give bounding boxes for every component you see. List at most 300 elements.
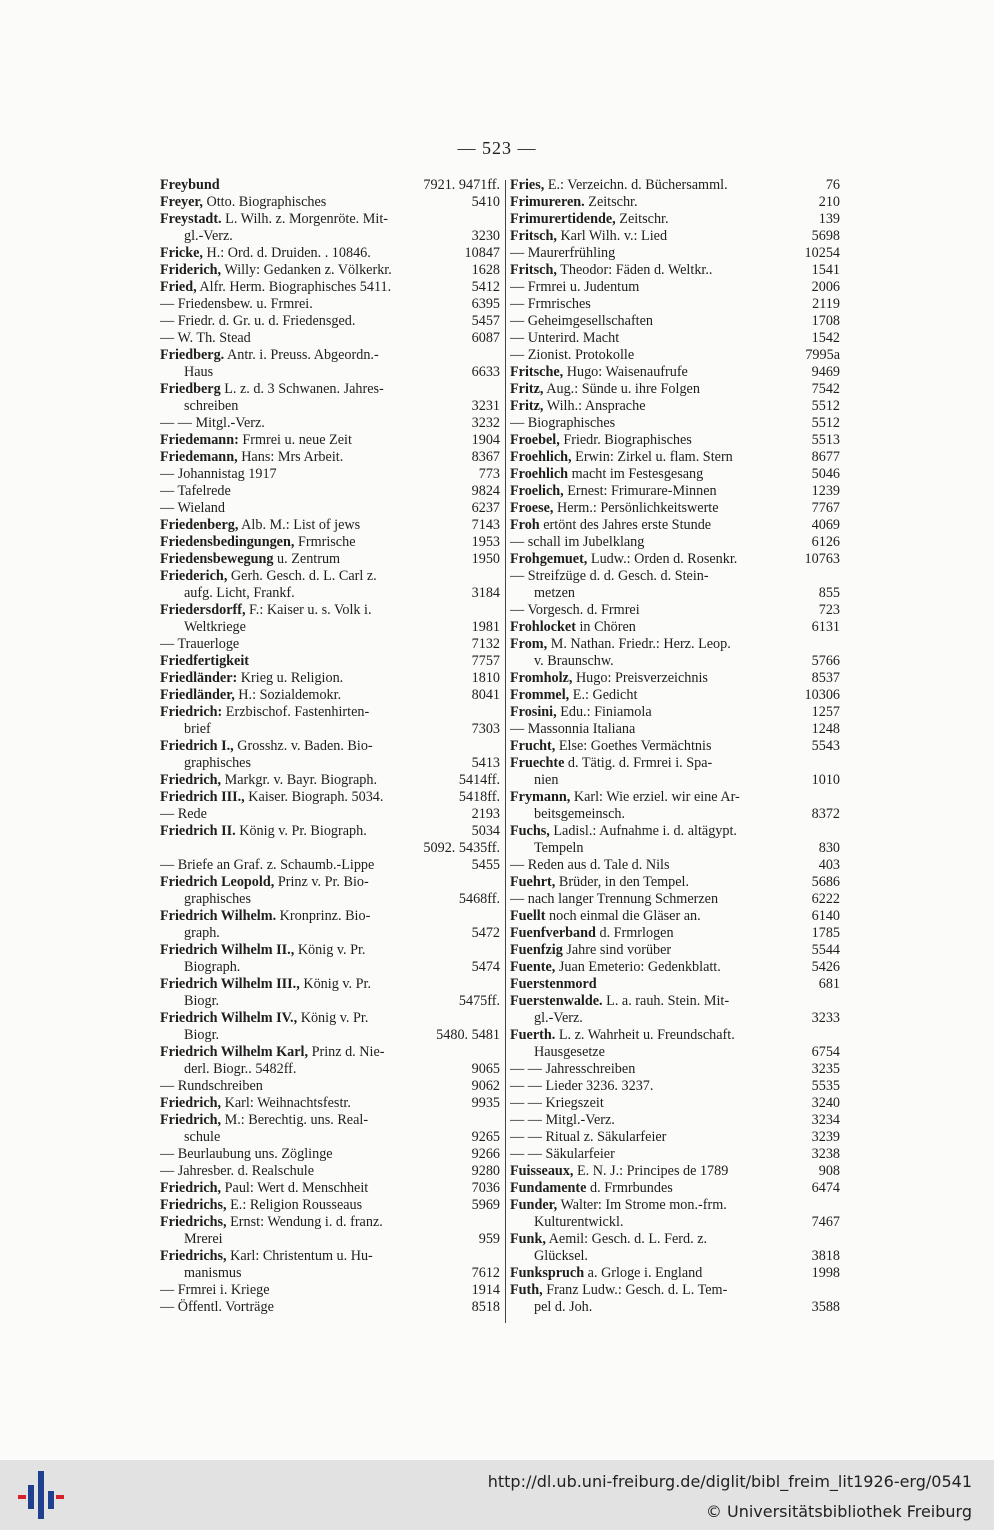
entry-title: — Jahresber. d. Realschule — [160, 1163, 315, 1179]
index-entry — [160, 245, 500, 262]
entry-title: Ernst: Wendung i. d. franz. — [226, 1214, 383, 1230]
entry-heading: Fritz, — [510, 381, 544, 397]
index-entry — [160, 1044, 500, 1061]
entry-text — [510, 364, 688, 381]
entry-heading: Fromholz, — [510, 670, 573, 686]
entry-number: 5457 — [469, 313, 500, 330]
entry-number: 76 — [823, 177, 840, 194]
entry-title: Walter: Im Strome mon.-frm. — [557, 1197, 727, 1213]
entry-title: Hugo: Preisverzeichnis — [572, 670, 708, 686]
entry-text — [184, 619, 246, 636]
entry-heading: Froese, — [510, 500, 554, 516]
entry-heading: Fundamente — [510, 1180, 587, 1196]
entry-title: — Beurlaubung uns. Zöglinge — [160, 1146, 333, 1162]
entry-text — [534, 1214, 623, 1231]
entry-title: graphisches — [184, 891, 251, 907]
index-entry — [510, 432, 840, 449]
entry-title: Frmrische — [294, 534, 356, 550]
entry-text — [160, 1197, 362, 1214]
entry-number: 7467 — [809, 1214, 840, 1231]
entry-title: — Vorgesch. d. Frmrei — [510, 602, 640, 618]
entry-title: Haus — [184, 364, 214, 380]
index-entry — [510, 1248, 840, 1265]
entry-number: 7757 — [469, 653, 500, 670]
entry-number: 5413 — [469, 755, 500, 772]
index-entry — [160, 1197, 500, 1214]
entry-title: — — Ritual z. Säkularfeier — [510, 1129, 667, 1145]
entry-title: — Friedr. d. Gr. u. d. Friedensged. — [160, 313, 356, 329]
entry-number: 723 — [816, 602, 840, 619]
index-entry — [510, 772, 840, 789]
entry-title: — nach langer Trennung Schmerzen — [510, 891, 719, 907]
entry-text — [160, 279, 391, 296]
entry-heading: Friedensbedingungen, — [160, 534, 295, 550]
index-entry — [160, 449, 500, 466]
entry-heading: Fuente, — [510, 959, 556, 975]
index-entry — [510, 500, 840, 517]
index-entry — [510, 1112, 840, 1129]
index-entry — [160, 330, 500, 347]
entry-number: 5455 — [469, 857, 500, 874]
entry-title: — Frmrisches — [510, 296, 591, 312]
entry-title: Prinz v. Pr. Bio- — [274, 874, 369, 890]
entry-text — [510, 211, 669, 228]
entry-number: 7921. 9471ff. — [420, 177, 500, 194]
index-entry — [510, 840, 840, 857]
index-entry — [160, 1163, 500, 1180]
entry-text — [510, 670, 708, 687]
entry-title: — — Jahresschreiben — [510, 1061, 636, 1077]
entry-number: 681 — [816, 976, 840, 993]
entry-text — [160, 738, 373, 755]
index-entry — [510, 262, 840, 279]
entry-title: Aemil: Gesch. d. L. Ferd. z. — [545, 1231, 708, 1247]
entry-number: 6633 — [469, 364, 500, 381]
entry-text — [510, 1197, 727, 1214]
index-entry — [160, 1010, 500, 1027]
entry-title: Willy: Gedanken z. Völkerkr. — [221, 262, 392, 278]
index-entry — [160, 364, 500, 381]
index-entry — [160, 466, 500, 483]
entry-title: Karl: Weihnachtsfestr. — [221, 1095, 351, 1111]
entry-number: 5969 — [469, 1197, 500, 1214]
entry-title: Frmrei u. neue Zeit — [238, 432, 352, 448]
index-entry — [160, 1282, 500, 1299]
entry-text — [160, 874, 369, 891]
index-entry — [510, 1163, 840, 1180]
entry-title: Ernest: Frimurare-Minnen — [563, 483, 717, 499]
copyright-notice: © Universitätsbibliothek Freiburg — [705, 1502, 972, 1521]
entry-title: Aug.: Sünde u. ihre Folgen — [543, 381, 700, 397]
index-entry — [510, 211, 840, 228]
index-entry — [160, 908, 500, 925]
entry-number: 7132 — [469, 636, 500, 653]
entry-text — [160, 1299, 274, 1316]
entry-title: Brüder, in den Tempel. — [555, 874, 690, 890]
index-entry — [510, 823, 840, 840]
index-entry — [160, 1265, 500, 1282]
index-entry — [510, 857, 840, 874]
entry-text — [510, 1027, 735, 1044]
entry-text — [160, 976, 371, 993]
index-entry — [510, 177, 840, 194]
entry-text — [160, 262, 392, 279]
entry-text — [160, 1146, 333, 1163]
entry-number: 1953 — [469, 534, 500, 551]
entry-text — [510, 568, 709, 585]
entry-title: brief — [184, 721, 211, 737]
entry-title: Biogr. — [184, 1027, 220, 1043]
entry-heading: Friedrich, — [160, 1112, 222, 1128]
entry-text — [160, 772, 377, 789]
entry-heading: Funk, — [510, 1231, 546, 1247]
entry-text — [510, 755, 712, 772]
entry-title: Zeitschr. — [615, 211, 669, 227]
entry-text — [510, 466, 703, 483]
index-entry — [510, 874, 840, 891]
index-entry — [160, 381, 500, 398]
entry-heading: Freybund — [160, 177, 220, 193]
entry-text — [160, 1095, 351, 1112]
entry-number: 8041 — [469, 687, 500, 704]
entry-heading: Friedländer, — [160, 687, 235, 703]
entry-title: — W. Th. Stead — [160, 330, 251, 346]
source-url-link[interactable]: http://dl.ub.uni-freiburg.de/diglit/bibl_freim_lit1926-erg/0541 — [487, 1472, 972, 1491]
entry-text — [160, 415, 265, 432]
index-entry — [510, 1146, 840, 1163]
entry-number: 8537 — [809, 670, 840, 687]
entry-text — [160, 1163, 314, 1180]
entry-number: 3230 — [469, 228, 500, 245]
entry-text — [534, 585, 575, 602]
entry-text — [160, 653, 249, 670]
entry-heading: Froehlich — [510, 466, 569, 482]
entry-title: E.: Verzeichn. d. Büchersamml. — [544, 177, 728, 193]
entry-number: 5474 — [469, 959, 500, 976]
entry-text — [510, 1231, 707, 1248]
entry-title: Gerh. Gesch. d. L. Carl z. — [227, 568, 377, 584]
entry-text — [510, 228, 667, 245]
entry-heading: Friedrich I., — [160, 738, 234, 754]
entry-text — [160, 568, 377, 585]
entry-title: Kulturentwickl. — [534, 1214, 624, 1230]
entry-number: 10254 — [802, 245, 840, 262]
entry-number: 1904 — [469, 432, 500, 449]
entry-title: — Zionist. Protokolle — [510, 347, 635, 363]
entry-text — [510, 347, 634, 364]
entry-title: nien — [534, 772, 559, 788]
entry-text — [160, 1214, 383, 1231]
entry-text — [160, 1010, 368, 1027]
entry-number: 3238 — [809, 1146, 840, 1163]
entry-heading: Friedenberg, — [160, 517, 239, 533]
index-entry — [160, 823, 500, 840]
index-entry — [160, 704, 500, 721]
entry-title: Tempeln — [534, 840, 584, 856]
entry-number: 3818 — [809, 1248, 840, 1265]
entry-number: 1708 — [809, 313, 840, 330]
entry-text — [534, 1299, 592, 1316]
entry-heading: Frohgemuet, — [510, 551, 588, 567]
entry-heading: Friedrich II. — [160, 823, 236, 839]
entry-number: 3184 — [469, 585, 500, 602]
entry-text — [510, 483, 717, 500]
index-entry — [160, 1027, 500, 1044]
entry-text — [184, 1027, 219, 1044]
entry-text — [160, 432, 352, 449]
index-entry — [160, 228, 500, 245]
entry-title: d. Tätig. d. Frmrei i. Spa- — [564, 755, 713, 771]
index-entry — [160, 1146, 500, 1163]
entry-text — [184, 398, 238, 415]
index-entry — [510, 721, 840, 738]
entry-title: Prinz d. Nie- — [308, 1044, 385, 1060]
entry-title: Erzbischof. Fastenhirten- — [222, 704, 370, 720]
entry-text — [160, 602, 372, 619]
entry-title: Ladisl.: Aufnahme i. d. altägypt. — [549, 823, 737, 839]
entry-text — [510, 1146, 615, 1163]
entry-text — [510, 330, 619, 347]
index-entry — [160, 976, 500, 993]
entry-title: noch einmal die Gläser an. — [545, 908, 701, 924]
entry-text — [510, 177, 728, 194]
entry-text — [160, 449, 343, 466]
entry-number: 7036 — [469, 1180, 500, 1197]
index-entry — [160, 211, 500, 228]
entry-text — [510, 704, 652, 721]
entry-title: E. N. J.: Principes de 1789 — [573, 1163, 729, 1179]
entry-title: — Rede — [160, 806, 207, 822]
entry-number: 1998 — [809, 1265, 840, 1282]
entry-text — [534, 1248, 588, 1265]
entry-number: 855 — [816, 585, 840, 602]
entry-number: 1248 — [809, 721, 840, 738]
entry-number: 5046 — [809, 466, 840, 483]
entry-title: gl.-Verz. — [184, 228, 233, 244]
entry-text — [160, 908, 370, 925]
entry-text — [534, 653, 614, 670]
entry-text — [160, 551, 340, 568]
entry-title: Paul: Wert d. Menschheit — [221, 1180, 369, 1196]
index-entry — [510, 1078, 840, 1095]
entry-text — [510, 500, 719, 517]
entry-number: 9265 — [469, 1129, 500, 1146]
entry-title: König v. Pr. Biograph. — [235, 823, 367, 839]
index-entry — [510, 517, 840, 534]
entry-title: König v. Pr. — [297, 1010, 369, 1026]
entry-heading: Friedfertigkeit — [160, 653, 250, 669]
entry-text — [184, 721, 211, 738]
entry-number: 6126 — [809, 534, 840, 551]
entry-title: — Trauerloge — [160, 636, 240, 652]
index-entry — [160, 1248, 500, 1265]
index-entry — [510, 1197, 840, 1214]
entry-heading: Frommel, — [510, 687, 570, 703]
entry-number: 9062 — [469, 1078, 500, 1095]
entry-heading: Friedrich, — [160, 1095, 222, 1111]
entry-heading: Freystadt. — [160, 211, 222, 227]
entry-number: 959 — [476, 1231, 500, 1248]
entry-heading: Friedrich III., — [160, 789, 245, 805]
entry-text — [184, 1061, 296, 1078]
index-entry — [160, 653, 500, 670]
entry-text — [510, 551, 737, 568]
index-column-left — [160, 177, 500, 1316]
entry-text — [510, 398, 646, 415]
entry-text — [160, 1282, 270, 1299]
index-entry — [160, 1129, 500, 1146]
index-entry — [160, 925, 500, 942]
index-entry — [510, 245, 840, 262]
entry-text — [510, 857, 670, 874]
entry-number: 5472 — [469, 925, 500, 942]
index-entry — [510, 1061, 840, 1078]
entry-title: Hugo: Waisenaufrufe — [563, 364, 688, 380]
entry-title: d. Frmrbundes — [586, 1180, 673, 1196]
entry-number: 5468ff. — [456, 891, 500, 908]
entry-heading: Froebel, — [510, 432, 560, 448]
entry-title: Kronprinz. Bio- — [276, 908, 371, 924]
entry-text — [510, 1180, 673, 1197]
entry-title: E.: Religion Rousseaus — [226, 1197, 363, 1213]
entry-text — [510, 789, 740, 806]
entry-number: 5414ff. — [456, 772, 500, 789]
entry-number: 7303 — [469, 721, 500, 738]
entry-number: 6395 — [469, 296, 500, 313]
entry-heading: Futh, — [510, 1282, 543, 1298]
entry-heading: Fuisseaux, — [510, 1163, 574, 1179]
entry-text — [510, 976, 597, 993]
entry-text — [160, 1044, 385, 1061]
entry-number: 5475ff. — [456, 993, 500, 1010]
index-entry — [510, 976, 840, 993]
entry-title: derl. Biogr.. 5482ff. — [184, 1061, 297, 1077]
entry-title: — Biographisches — [510, 415, 616, 431]
entry-text — [510, 925, 674, 942]
entry-title: L. a. rauh. Stein. Mit- — [602, 993, 730, 1009]
entry-number: 3240 — [809, 1095, 840, 1112]
entry-text — [510, 619, 636, 636]
entry-title: Franz Ludw.: Gesch. d. L. Tem- — [542, 1282, 728, 1298]
entry-heading: Fuellt — [510, 908, 546, 924]
entry-title: — schall im Jubelklang — [510, 534, 645, 550]
entry-text — [534, 806, 625, 823]
entry-heading: From, — [510, 636, 548, 652]
entry-heading: Fries, — [510, 177, 545, 193]
entry-text — [510, 381, 700, 398]
index-entry — [510, 891, 840, 908]
index-entry — [510, 279, 840, 296]
index-entry — [160, 874, 500, 891]
entry-text — [160, 670, 343, 687]
index-entry — [510, 636, 840, 653]
entry-heading: Frohlocket — [510, 619, 576, 635]
entry-title: — Johannistag 1917 — [160, 466, 277, 482]
entry-number: 6087 — [469, 330, 500, 347]
entry-number: 1542 — [809, 330, 840, 347]
entry-heading: Froh — [510, 517, 540, 533]
entry-text — [510, 1095, 604, 1112]
entry-text — [160, 381, 384, 398]
entry-title: — Streifzüge d. d. Gesch. d. Stein- — [510, 568, 709, 584]
entry-text — [160, 177, 220, 194]
entry-number: 9935 — [469, 1095, 500, 1112]
index-entry — [510, 551, 840, 568]
entry-text — [510, 602, 640, 619]
entry-title: pel d. Joh. — [534, 1299, 593, 1315]
entry-text — [160, 823, 367, 840]
entry-heading: Frimureren. — [510, 194, 585, 210]
entry-title: Zeitschr. — [584, 194, 638, 210]
entry-heading: Friedersdorff, — [160, 602, 246, 618]
entry-heading: Friedrich, — [160, 1180, 222, 1196]
index-entry — [510, 1027, 840, 1044]
entry-text — [510, 823, 737, 840]
entry-text — [160, 687, 341, 704]
entry-text — [534, 1010, 583, 1027]
entry-title: — Massonnia Italiana — [510, 721, 636, 737]
entry-number: 6222 — [809, 891, 840, 908]
entry-number: 7995a — [802, 347, 840, 364]
index-entry — [160, 670, 500, 687]
entry-number: 10306 — [802, 687, 840, 704]
index-entry — [160, 398, 500, 415]
entry-title: Weltkriege — [184, 619, 246, 635]
entry-title: Wilh.: Ansprache — [543, 398, 646, 414]
entry-text — [160, 806, 207, 823]
entry-title: M.: Berechtig. uns. Real- — [221, 1112, 369, 1128]
entry-heading: Fuerth. — [510, 1027, 556, 1043]
entry-title: gl.-Verz. — [534, 1010, 583, 1026]
entry-number: 5480. 5481 — [433, 1027, 500, 1044]
entry-heading: Froelich, — [510, 483, 564, 499]
entry-title: Erwin: Zirkel u. flam. Stern — [571, 449, 733, 465]
index-entry — [160, 432, 500, 449]
entry-title: d. Frmrlogen — [595, 925, 674, 941]
entry-title: Markgr. v. Bayr. Biograph. — [221, 772, 377, 788]
index-entry — [510, 1282, 840, 1299]
entry-text — [510, 1163, 728, 1180]
entry-text — [510, 636, 731, 653]
index-entry — [510, 347, 840, 364]
index-entry — [510, 313, 840, 330]
entry-text — [184, 755, 251, 772]
index-entry — [510, 364, 840, 381]
entry-text — [160, 789, 383, 806]
entry-number: 8367 — [469, 449, 500, 466]
index-entry — [160, 1061, 500, 1078]
entry-number: 2006 — [809, 279, 840, 296]
entry-number: 139 — [816, 211, 840, 228]
entry-title: — Frmrei i. Kriege — [160, 1282, 270, 1298]
entry-heading: Friedrich Wilhelm IV., — [160, 1010, 298, 1026]
index-entry — [510, 704, 840, 721]
entry-heading: Friedrich Leopold, — [160, 874, 275, 890]
entry-number: 1541 — [809, 262, 840, 279]
index-entry — [510, 1129, 840, 1146]
entry-title: — Wieland — [160, 500, 225, 516]
entry-heading: Friedemann, — [160, 449, 238, 465]
entry-number: 9280 — [469, 1163, 500, 1180]
entry-number: 908 — [816, 1163, 840, 1180]
index-entry — [510, 568, 840, 585]
entry-heading: Fried, — [160, 279, 197, 295]
entry-text — [510, 1129, 666, 1146]
entry-heading: Fuchs, — [510, 823, 550, 839]
entry-heading: Fuerstenmord — [510, 976, 597, 992]
entry-number: 7767 — [809, 500, 840, 517]
entry-number: 9065 — [469, 1061, 500, 1078]
